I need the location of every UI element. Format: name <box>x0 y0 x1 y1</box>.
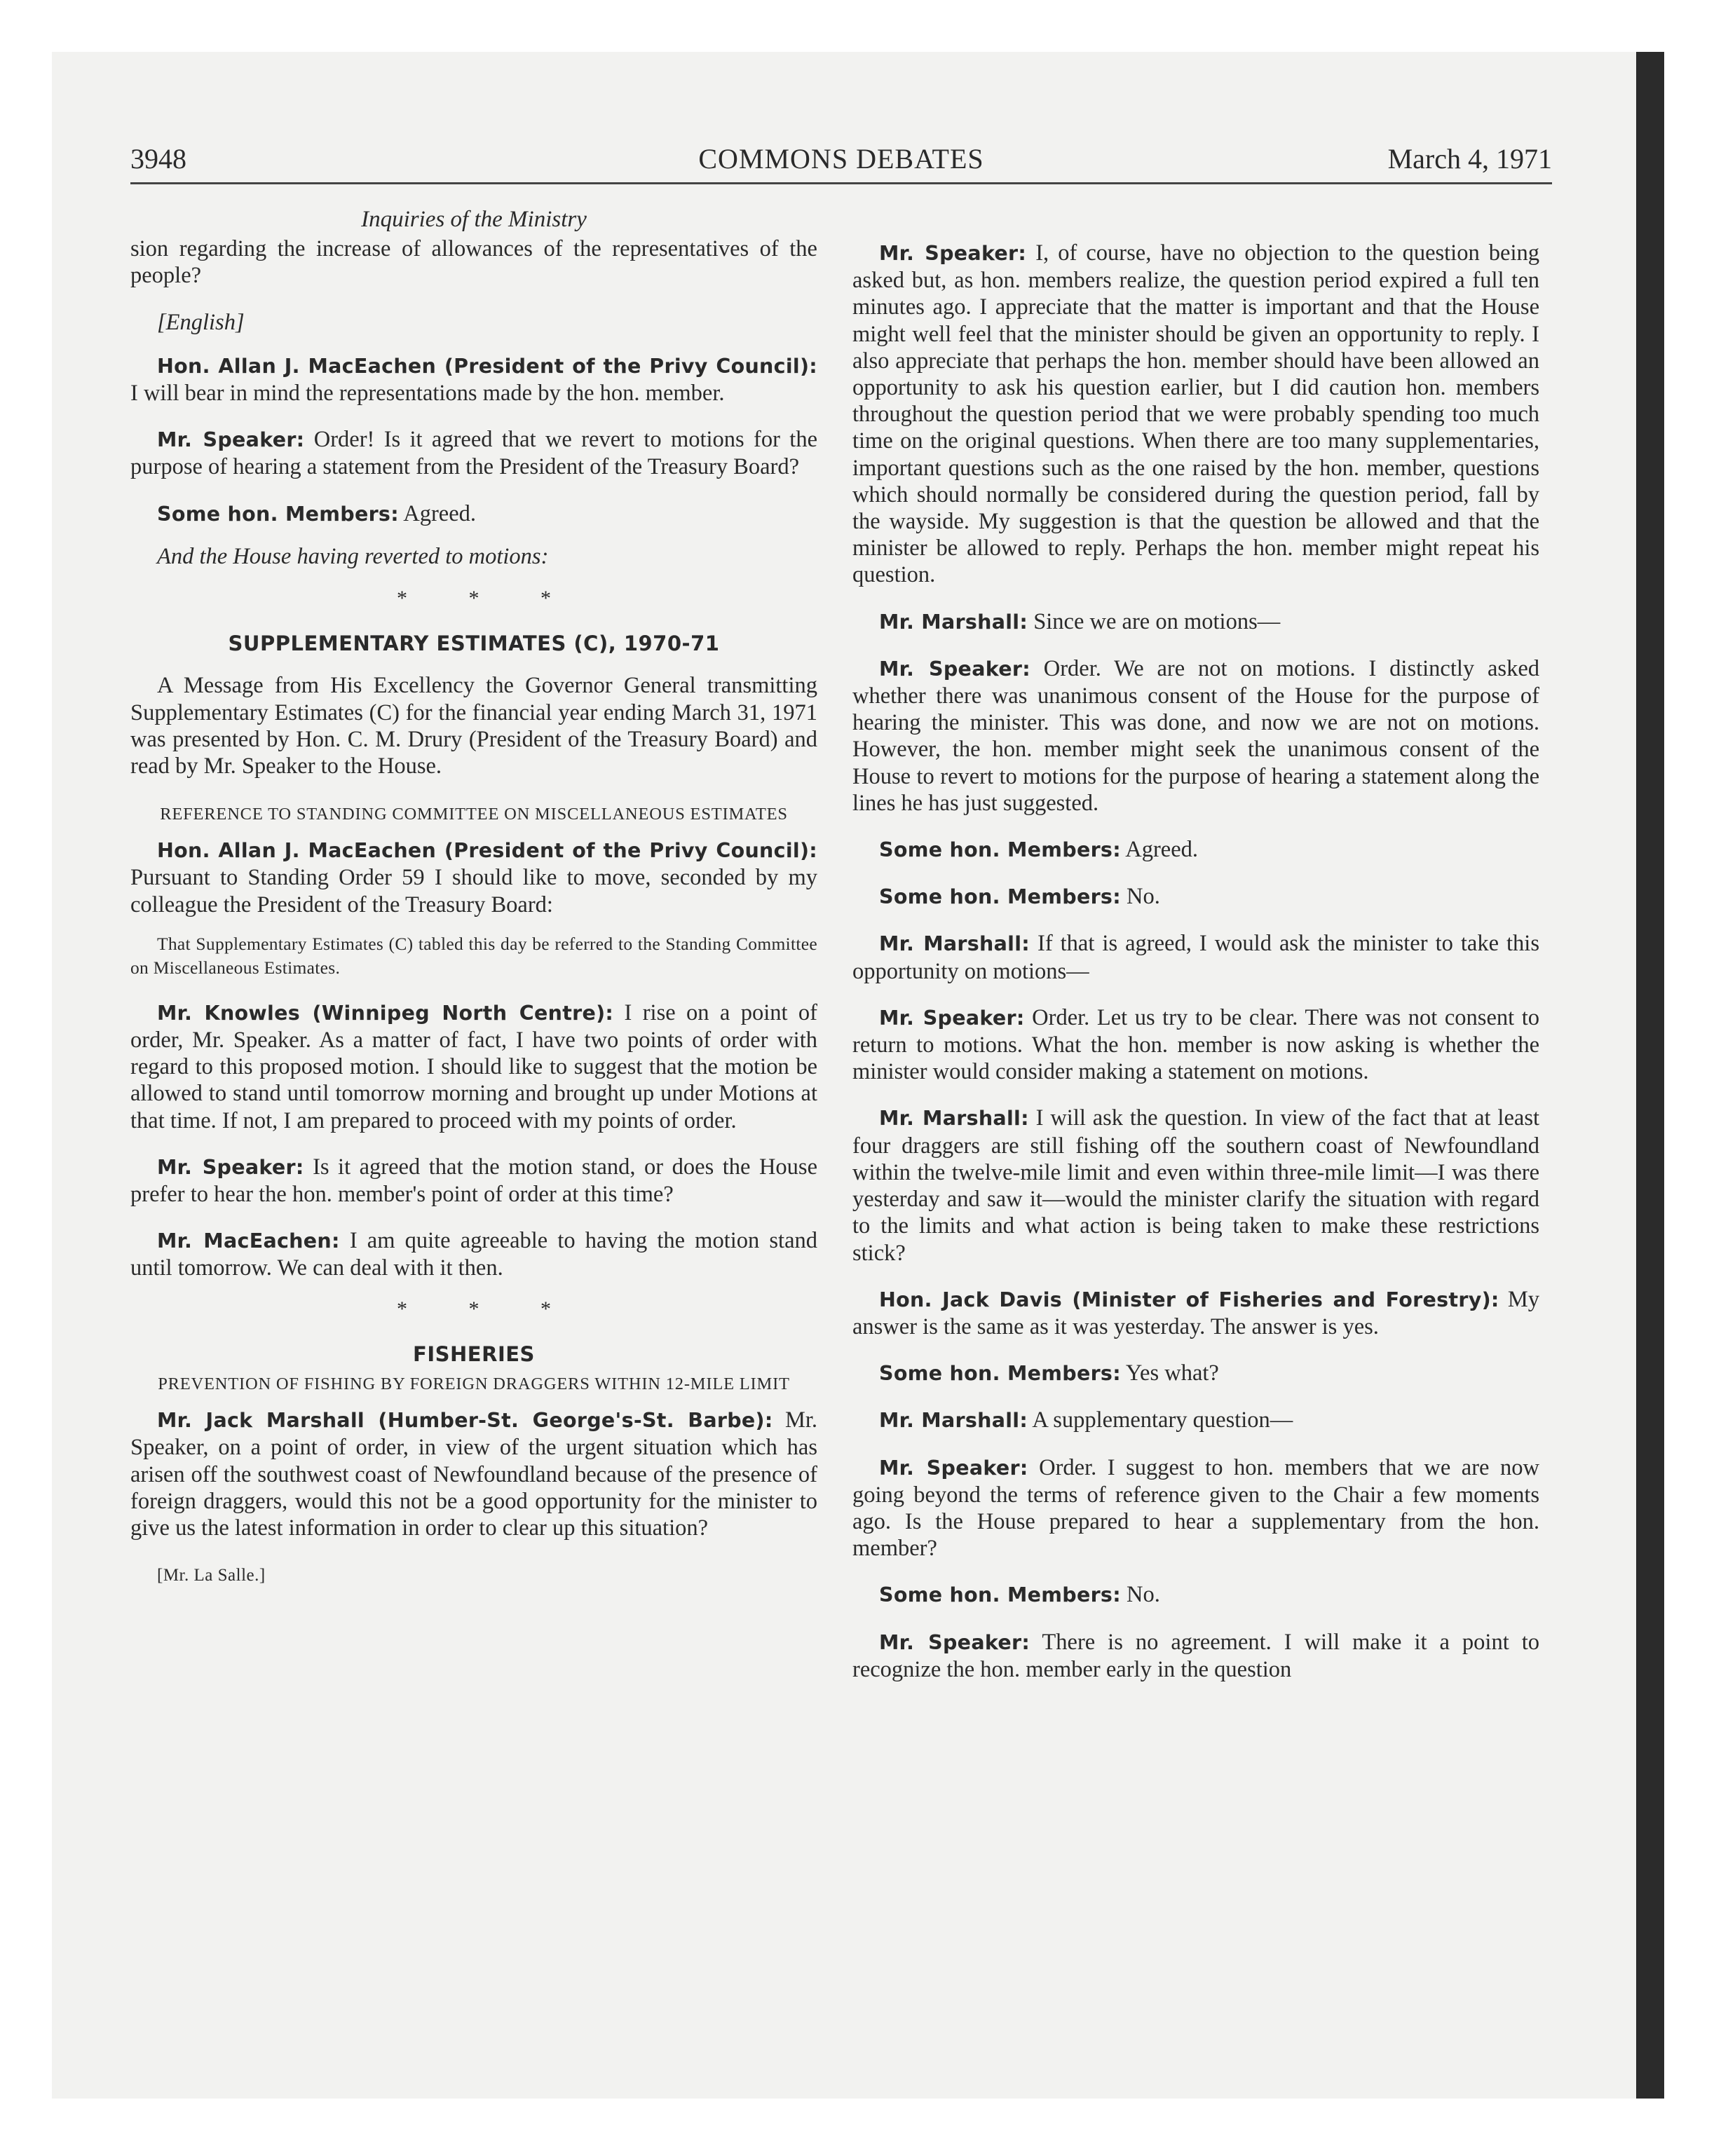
paragraph <box>852 1360 1539 1387</box>
speaker-name: Some hon. Members: <box>879 1583 1121 1607</box>
speech-text: No. <box>1120 1582 1160 1608</box>
paragraph: sion regarding the increase of allowances of the representatives of the people? <box>130 236 817 289</box>
scan-edge-shadow <box>1636 52 1664 2099</box>
paragraph <box>852 240 1539 589</box>
speaker-name: Mr. Speaker: <box>879 1456 1028 1480</box>
paragraph <box>852 1286 1539 1340</box>
paragraph <box>852 883 1539 910</box>
speaker-name: Hon. Allan J. MacEachen (President of the Privy Council): <box>157 354 817 378</box>
page-header <box>130 140 1552 184</box>
section-separator: * * * <box>397 587 579 610</box>
speaker-name: Mr. Marshall: <box>879 932 1030 956</box>
speech-text: Order! Is it agreed that we revert to motions for the purpose of hearing a statement from the President of the Treasury Board? <box>130 427 817 480</box>
speech-text: Agreed. <box>398 500 477 526</box>
speech-text: There is no agreement. I will make it a point to recognize the hon. member early in the question <box>852 1629 1539 1682</box>
speaker-name: Mr. MacEachen: <box>157 1229 340 1253</box>
paragraph <box>852 655 1539 817</box>
paragraph <box>852 1454 1539 1562</box>
speech-text: Order. Let us try to be clear. There was not consent to return to motions. What the hon. member is now asking is whether the minister would consider making a statement on motions. <box>852 1004 1539 1085</box>
speaker-name: Some hon. Members: <box>879 885 1121 909</box>
speech-text: Order. We are not on motions. I distinctly asked whether there was unanimous consent of the House for the purpose of hearing the minister. This was done, and now we are not on motions. However, the hon. member might seek the unanimous consent of the House to revert to motions for the purpose of hearing a statement along the lines he has just suggested. <box>852 655 1540 816</box>
page-date: March 4, 1971 <box>1387 143 1552 175</box>
speech-text: If that is agreed, I would ask the minister to take this opportunity on motions— <box>852 931 1539 984</box>
paragraph <box>852 836 1539 864</box>
speaker-name: Mr. Marshall: <box>879 610 1028 634</box>
speaker-name: Mr. Knowles (Winnipeg North Centre): <box>157 1001 614 1025</box>
speech-text: Mr. Speaker, on a point of order, in view of the urgent situation which has arisen off the southwest coast of Newfoundland because of the presence of foreign draggers, would this not be a good opportunity for the minister to give us the latest information in order to clear up this situation? <box>130 1407 818 1541</box>
speaker-name: Hon. Allan J. MacEachen (President of the Privy Council): <box>157 839 817 863</box>
speaker-name: Mr. Marshall: <box>879 1107 1029 1131</box>
subheading: REFERENCE TO STANDING COMMITTEE ON MISCELLANEOUS ESTIMATES <box>160 805 788 824</box>
paragraph <box>130 353 817 407</box>
paragraph <box>130 1154 817 1208</box>
speaker-name: Some hon. Members: <box>879 838 1121 862</box>
section-heading: SUPPLEMENTARY ESTIMATES (C), 1970-71 <box>228 632 720 656</box>
speaker-name: Mr. Speaker: <box>157 428 305 452</box>
paragraph <box>852 1105 1539 1266</box>
paragraph <box>852 608 1539 636</box>
paragraph <box>852 1629 1539 1683</box>
speech-text: Agreed. <box>1120 837 1199 863</box>
paragraph: A Message from His Excellency the Governor General transmitting Supplementary Estimates (C) for the financial year ending March 31, 1971 was presented by Hon. C. M. Drury (President of the Treasury Board) and read by Mr. Speaker to the House. <box>130 673 817 779</box>
speech-text: A supplementary question— <box>1028 1407 1293 1433</box>
speech-text: No. <box>1120 884 1160 910</box>
paragraph <box>130 999 817 1134</box>
speaker-name: Mr. Jack Marshall (Humber-St. George's-St. Barbe): <box>157 1409 773 1433</box>
paragraph <box>852 1581 1539 1609</box>
speech-text: I am quite agreeable to having the motion stand until tomorrow. We can deal with it then. <box>130 1228 817 1281</box>
speech-text: Order. I suggest to hon. members that we are now going beyond the terms of reference given to the Chair a few moments ago. Is the House prepared to hear a supplementary from the hon. member? <box>852 1454 1539 1562</box>
motion-text: That Supplementary Estimates (C) tabled this day be referred to the Standing Committee on Miscellaneous Estimates. <box>130 933 817 978</box>
speaker-name: Some hon. Members: <box>879 1362 1121 1386</box>
speech-text: I will bear in mind the representations made by the hon. member. <box>130 381 725 407</box>
section-heading: FISHERIES <box>413 1342 535 1366</box>
running-head: Inquiries of the Ministry <box>361 207 587 232</box>
paragraph <box>130 1227 817 1281</box>
paragraph <box>130 426 817 480</box>
page-number: 3948 <box>130 143 186 175</box>
paragraph <box>852 930 1539 984</box>
subheading: PREVENTION OF FISHING BY FOREIGN DRAGGERS WITHIN 12-MILE LIMIT <box>158 1374 790 1394</box>
speaker-name: Some hon. Members: <box>157 502 399 526</box>
speech-text: Yes what? <box>1120 1360 1219 1386</box>
paragraph <box>852 1004 1539 1086</box>
speaker-name: Mr. Marshall: <box>879 1409 1028 1433</box>
speaker-name: Mr. Speaker: <box>879 242 1027 265</box>
language-marker: [English] <box>157 309 245 335</box>
footnote: [Mr. La Salle.] <box>157 1566 266 1585</box>
paragraph <box>130 837 817 918</box>
procedural-note: And the House having reverted to motions: <box>157 543 549 569</box>
speaker-name: Mr. Speaker: <box>879 657 1030 681</box>
speaker-name: Mr. Speaker: <box>157 1155 304 1179</box>
speaker-name: Mr. Speaker: <box>879 1006 1025 1030</box>
publication-title: COMMONS DEBATES <box>698 143 984 175</box>
speech-text: I, of course, have no objection to the question being asked but, as hon. members realize, the question period expired a full ten minutes ago. I appreciate that the matter is important and that the House might well feel that the minister should be given an opportunity to reply. I also appreciate that perhaps the hon. member should have been allowed an opportunity to ask his question earlier, but I did caution hon. members throughout the question period that we were probably spending too much time on the original questions. When there are too many supplementaries, important questions such as the one raised by the hon. member, questions which should normally be considered during the question period, fall by the wayside. My suggestion is that the question be allowed and that the minister be allowed to reply. Perhaps the hon. member might repeat his question. <box>852 240 1539 588</box>
paragraph <box>852 1407 1539 1434</box>
left-column <box>130 203 817 1589</box>
speaker-name: Hon. Jack Davis (Minister of Fisheries and Forestry): <box>879 1288 1499 1311</box>
speaker-name: Mr. Speaker: <box>879 1630 1030 1654</box>
speech-text: My answer is the same as it was yesterday. The answer is yes. <box>852 1286 1539 1339</box>
speech-text: Is it agreed that the motion stand, or does the House prefer to hear the hon. member's point of order at this time? <box>130 1154 817 1208</box>
section-separator: * * * <box>397 1297 579 1321</box>
speech-text: Pursuant to Standing Order 59 I should like to move, seconded by my colleague the President of the Treasury Board: <box>130 865 817 917</box>
paragraph <box>130 500 817 528</box>
speech-text: I will ask the question. In view of the fact that at least four draggers are still fishing off the southern coast of Newfoundland within the twelve-mile limit and even within three-mile limit—I was there yesterday and saw it—would the minister clarify the situation with regard to the limits and what action is being taken to make these restrictions stick? <box>852 1105 1539 1266</box>
speech-text: I rise on a point of order, Mr. Speaker. As a matter of fact, I have two points of order with regard to this proposed motion. I should like to suggest that the motion be allowed to stand until tomorrow morning and brought up under Motions at that time. If not, I am prepared to proceed with my points of order. <box>130 999 818 1133</box>
right-column <box>852 240 1539 1703</box>
paragraph <box>130 1407 817 1541</box>
speech-text: Since we are on motions— <box>1028 608 1281 634</box>
